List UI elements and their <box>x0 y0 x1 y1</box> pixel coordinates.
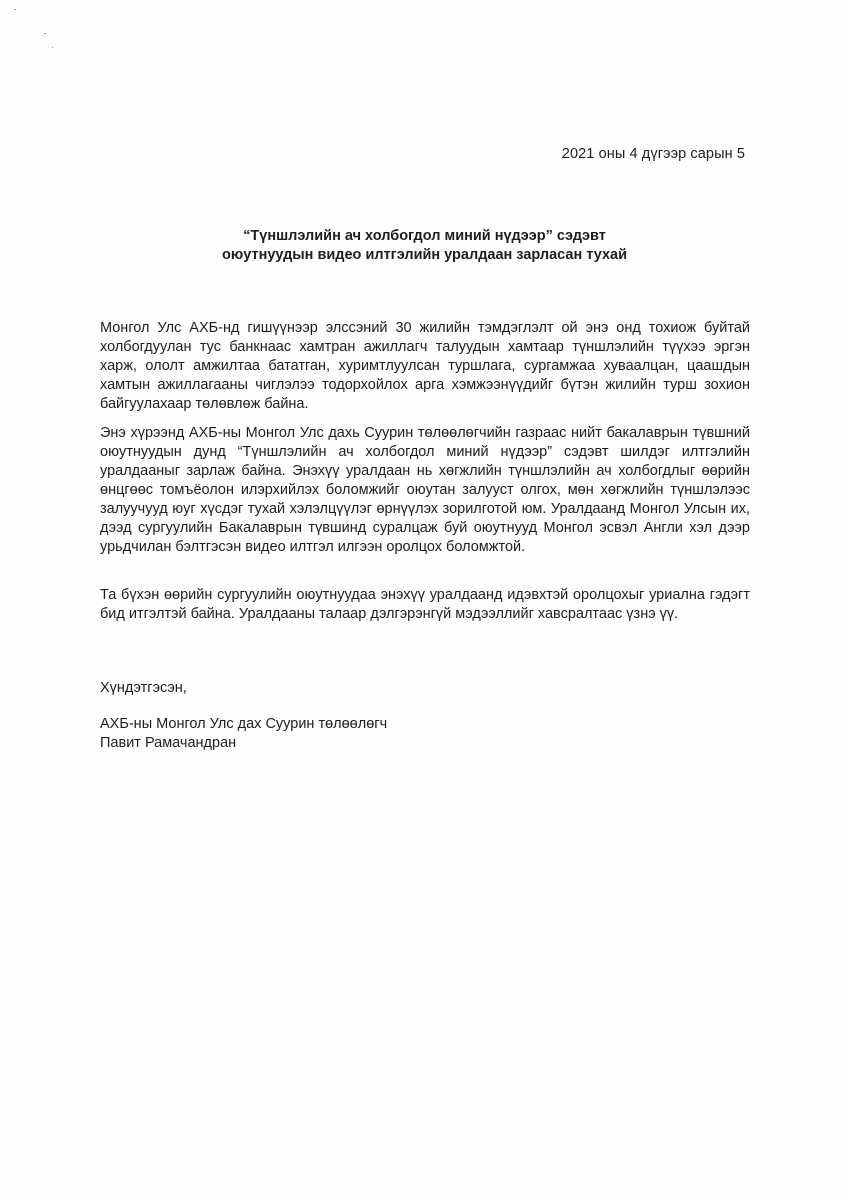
letter-paragraph-1: Монгол Улс АХБ-нд гишүүнээр элссэний 30 жилийн тэмдэглэлт ой энэ онд тохиож буйтай холбогдуулан тус банкнаас хамтран ажиллагч талуудын хамтаар түншлэлийн түүхээ эргэн харж, ололт амжилтаа бататган, хуримтлуулсан туршлага, сургамжаа хуваалцан, цаашдын хамтын ажиллагааны чиглэлээ тодорхойлох арга хэмжээнүүдийг бүтэн жилийн турш зохион байгуулахаар төлөвлөж байна. <box>100 320 750 412</box>
letter-greeting: Хүндэтгэсэн, <box>100 680 187 696</box>
letter-title-line-1: “Түншлэлийн ач холбогдол миний нүдээр” сэдэвт <box>243 228 606 244</box>
signatory-name: Павит Рамачандран <box>100 735 237 751</box>
letter-date: 2021 оны 4 дүгээр сарын 5 <box>561 146 745 162</box>
signatory-title: АХБ-ны Монгол Улс дах Суурин төлөөлөгч <box>100 716 388 732</box>
letter-paragraph-2: Энэ хүрээнд АХБ-ны Монгол Улс дахь Суурин төлөөлөгчийн газраас нийт бакалаврын түвшний оюутнуудын дунд “Түншлэлийн ач холбогдол миний нүдээр” сэдэвт шилдэг илтгэлийн уралдааныг зарлаж байна. Энэхүү уралдаан нь хөгжлийн түншлэлийн ач холбогдлыг өөрийн өнцгөөс томъёолон илэрхийлэх боломжийг оюутан залууст олгох, мөн хөгжлийн түншлэлээс залуучууд юуг хүсдэг тухай хэлэлцүүлэг өрнүүлэх зорилготой юм. Уралдаанд Монгол Улсын их, дээд сургуулийн Бакалаврын түвшинд суралцаж буй оюутнууд Монгол эсвэл Англи хэл дээр урьдчилан бэлтгэсэн видео илтгэл илгээн оролцох боломжтой. <box>100 425 750 555</box>
letter-paragraph-3: Та бүхэн өөрийн сургуулийн оюутнуудаа энэхүү уралдаанд идэвхтэй оролцохыг уриална гэдэгт бид итгэлтэй байна. Уралдааны талаар дэлгэрэнгүй мэдээллийг хавсралтаас үзнэ үү. <box>100 587 750 622</box>
scan-speck <box>52 47 53 48</box>
scan-speck <box>44 33 46 34</box>
scan-speck <box>14 9 16 10</box>
letter-title <box>100 227 749 265</box>
letter-title-line-2: оюутнуудын видео илтгэлийн уралдаан зарласан тухай <box>221 247 628 263</box>
